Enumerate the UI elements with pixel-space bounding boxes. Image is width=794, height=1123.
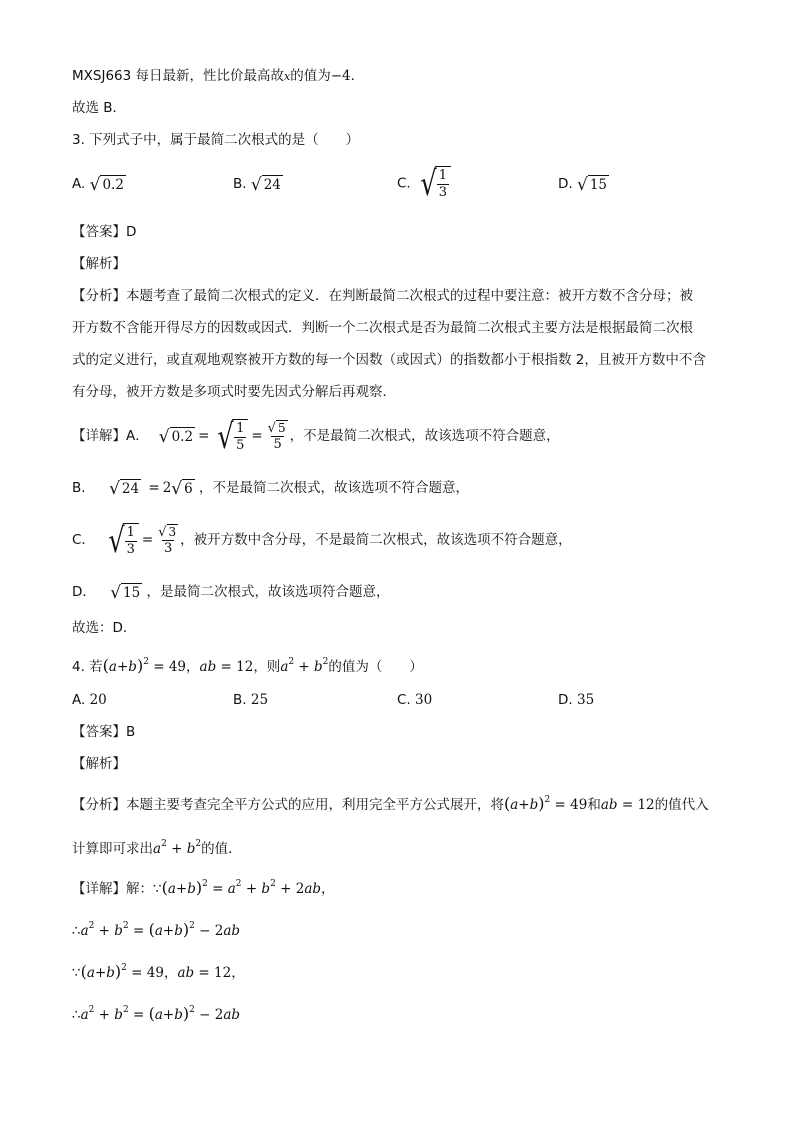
q4-option-c	[397, 690, 432, 710]
q4-answer	[72, 722, 135, 742]
q3-option-c	[397, 164, 451, 204]
fenxi-end: 的值代入	[654, 797, 709, 813]
option-label: B.	[233, 692, 247, 708]
option-label: A.	[72, 176, 86, 192]
q4-fenxi-1: 【分析】本题主要考查完全平方公式的应用，利用完全平方公式展开，将$(a+b)^2 = 49$和ab = 12的值代入	[72, 794, 709, 813]
denominator: 3	[126, 541, 135, 557]
option-value: 20	[89, 692, 107, 708]
value-49: 49	[570, 797, 588, 813]
detail-text: ，不是最简二次根式，故该选项不符合题意，	[199, 480, 470, 496]
detail-text: ，不是最简二次根式，故该选项不符合题意，	[289, 428, 560, 444]
radicand: 0.2	[102, 176, 124, 193]
stem-post: ，则	[253, 659, 281, 675]
fenxi-text: 本题考查了最简二次根式的定义．在判断最简二次根式的过程中要注意：被开方数不含分母；被	[126, 288, 693, 304]
numerator: 1	[236, 420, 245, 436]
detail-label: A．	[126, 428, 149, 444]
radicand: 24	[121, 480, 140, 497]
q4-option-d	[558, 690, 594, 710]
and-text: 和	[587, 797, 601, 813]
radicand: 6	[184, 480, 193, 497]
q4-jiexi: 【解析】	[72, 756, 126, 772]
because-symbol: ∵	[153, 881, 162, 897]
jie-text: 解：	[126, 881, 153, 897]
q3-stem: 3. 下列式子中，属于最简二次根式的是（ ）	[72, 132, 360, 148]
fenxi2-end: 的值．	[201, 841, 242, 857]
value-49: 49	[146, 965, 164, 981]
answer-tag: 【答案】	[72, 724, 126, 740]
value-12: 12	[214, 965, 232, 981]
q3-fenxi-4: 有分母，被开方数是多项式时要先因式分解后再观察．	[72, 384, 396, 400]
radicand: 15	[589, 176, 608, 193]
denominator: 5	[273, 436, 282, 452]
detail-label: B．	[72, 480, 95, 496]
q3-detail-a: 【详解】 A． √ 0.2 = √ $\frac{1}{5}$ = √ 5 5 ，不是最简二次根式，故该选项不符合题意，	[72, 416, 560, 457]
option-label: D.	[558, 692, 573, 708]
q3-detail-d	[72, 582, 390, 602]
denominator: 3	[438, 185, 447, 200]
q3-detail-c: C． √ $\frac{1}{3}$ = √ 3 3 ，被开方数中含分母，不是最简二次根式，故该选项不符合题意，	[72, 520, 572, 561]
radicand: 15	[123, 584, 141, 601]
fenxi-tag: 【分析】	[72, 797, 126, 813]
fenxi-tag: 【分析】	[72, 288, 126, 304]
q3-jiexi: 【解析】	[72, 256, 126, 272]
q3-option-a	[72, 174, 126, 194]
sqrt-frac: √ $\frac{1}{5}$	[212, 419, 248, 454]
coefficient: 2	[295, 881, 305, 897]
option-label: C.	[397, 692, 411, 708]
q4-option-a	[72, 690, 107, 710]
q3-fenxi-2: 开方数不含能开得尽方的因数或因式．判断一个二次根式是否为最简二次根式主要方法是根据最简二次根	[72, 320, 693, 336]
denominator: 5	[236, 437, 245, 453]
sqrt: √ 24	[109, 478, 140, 499]
sqrt: √ $\frac{1}{3}$	[415, 166, 451, 201]
answer-tag: 【答案】	[72, 224, 126, 240]
detail-text: ，被开方数中含分母，不是最简二次根式，故该选项不符合题意，	[180, 532, 572, 548]
option-label: D.	[558, 176, 573, 192]
denominator: 3	[164, 540, 173, 556]
q4-detail-1: 【详解】解：$\because(a+b)^2 = a^2 + b^2 + 2ab$，	[72, 878, 335, 897]
option-value: 25	[250, 692, 269, 708]
radicand: 0.2	[171, 428, 194, 445]
radicand: 24	[263, 176, 281, 193]
coefficient: 2	[162, 480, 172, 496]
sqrt: √ 15	[576, 174, 608, 195]
choose-b: 故选 B．	[72, 100, 127, 116]
frac: √ 3 3	[158, 524, 177, 556]
value-12: 12	[236, 659, 254, 675]
intro-text: MXSJ663 每日最新，性比价最高故	[72, 68, 285, 84]
option-value: 35	[576, 692, 595, 708]
sqrt: √ 0.2	[89, 174, 124, 195]
q3-fenxi-1	[72, 286, 693, 306]
option-label: C.	[397, 175, 411, 192]
var-x: x	[284, 70, 291, 83]
intro-mid: 的值为	[290, 68, 331, 84]
value-49: 49	[168, 659, 187, 675]
therefore-symbol: ∴	[72, 923, 81, 939]
sqrt: √ 15	[110, 582, 141, 603]
stem-pre: 4. 若	[72, 659, 103, 675]
xiangjie-tag: 【详解】	[72, 881, 126, 897]
detail-label: C．	[72, 532, 95, 548]
coefficient: 2	[214, 923, 224, 939]
radicand: 3	[168, 524, 177, 539]
sqrt-frac: √ $\frac{1}{3}$	[103, 523, 139, 558]
value: −4	[330, 68, 351, 84]
q3-fenxi-3: 式的定义进行，或直观地观察被开方数的每一个因数（或因式）的指数都小于根指数 2，且被开方数中不含	[72, 352, 706, 368]
coefficient: 2	[214, 1007, 224, 1023]
stem-end: 的值为（ ）	[328, 659, 423, 675]
detail-text: ，是最简二次根式，故该选项符合题意，	[146, 584, 390, 600]
intro-end: ．	[350, 68, 365, 84]
frac: √ 5 5	[267, 420, 286, 452]
sqrt: √ 0.2	[158, 426, 194, 447]
q4-detail-3: $\because(a+b)^2 = 49$，ab = 12，	[72, 962, 245, 981]
q4-fenxi-2: 计算即可求出$a^2 + b^2$的值．	[72, 839, 242, 857]
q4-option-b	[233, 690, 268, 710]
q3-end: 故选：D．	[72, 620, 137, 636]
fenxi2-pre: 计算即可求出	[72, 841, 153, 857]
because-symbol: ∵	[72, 965, 81, 981]
xiangjie-tag: 【详解】	[72, 428, 126, 444]
value-12: 12	[637, 797, 655, 813]
option-label: B.	[233, 176, 247, 192]
q4-detail-4: $\therefore a^2 + b^2 = (a+b)^2 - 2ab$	[72, 1004, 241, 1023]
therefore-symbol: ∴	[72, 1007, 81, 1023]
q3-detail-b: B． √ 24 = 2 √ 6 ，不是最简二次根式，故该选项不符合题意，	[72, 478, 470, 499]
sqrt: √ 6	[171, 478, 193, 499]
radicand: 5	[277, 420, 286, 435]
q3-answer	[72, 222, 136, 242]
detail-label: D．	[72, 584, 96, 600]
q4-detail-2: $\therefore a^2 + b^2 = (a+b)^2 - 2ab$	[72, 920, 241, 939]
option-label: A.	[72, 692, 86, 708]
fenxi-text: 本题主要考查完全平方公式的应用，利用完全平方公式展开，将	[126, 797, 504, 813]
numerator: 1	[438, 168, 447, 183]
q3-option-b	[233, 174, 283, 194]
option-value: 30	[415, 692, 433, 708]
numerator: 1	[126, 524, 135, 540]
answer-value: B	[126, 724, 136, 740]
q3-option-d	[558, 174, 609, 194]
intro-line	[72, 66, 364, 87]
q4-stem: 4. 若$(a+b)^2 = 49$，ab = 12，则$a^2 + b^2$的值为（ ）	[72, 656, 423, 675]
answer-value: D	[126, 224, 137, 240]
sqrt: √ 24	[250, 174, 281, 195]
